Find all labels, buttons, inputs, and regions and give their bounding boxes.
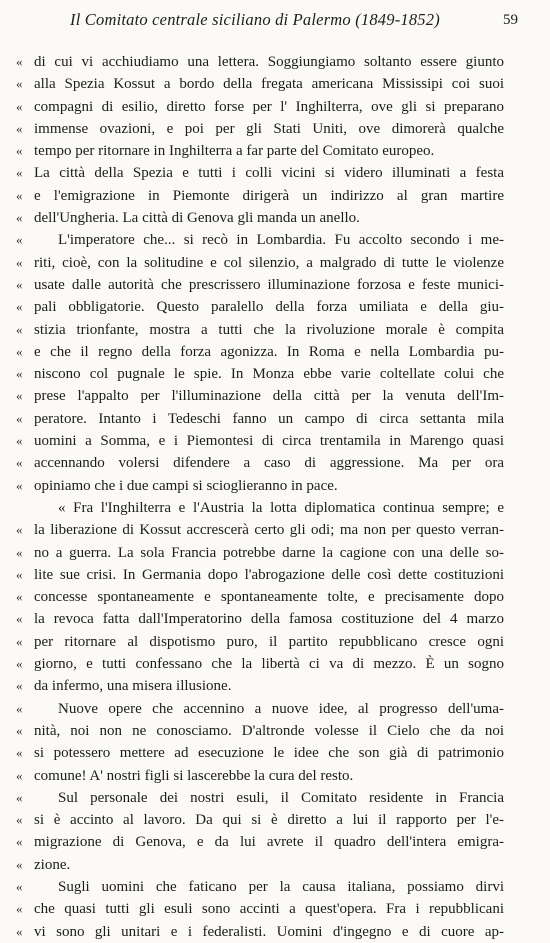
quotation-mark: « — [16, 656, 23, 672]
line-text: la liberazione di Kossut accrescerà certo gli odi; ma non per questo verran- — [34, 522, 504, 539]
text-line — [16, 162, 504, 184]
text-line — [16, 720, 504, 742]
quotation-mark: « — [16, 276, 23, 292]
quotation-mark: « — [16, 232, 23, 248]
line-text: che quasi tutti gli esuli sono accinti a quest'opera. Fra i repubblicani — [34, 901, 504, 918]
text-line — [16, 608, 504, 630]
text-line — [16, 831, 504, 853]
line-text: si è accinto al lavoro. Da qui si è diretto a lui il rapporto per l'e- — [34, 812, 504, 829]
text-line — [16, 787, 504, 809]
quotation-mark: « — [16, 477, 23, 493]
text-line — [16, 430, 504, 452]
body-text — [16, 51, 504, 943]
quotation-mark: « — [16, 433, 23, 449]
text-line — [16, 185, 504, 207]
text-line — [16, 274, 504, 296]
line-text: la revoca fatta dall'Imperatorino della famosa costituzione del 4 marzo — [34, 611, 504, 628]
text-line — [16, 385, 504, 407]
line-text: si potessero mettere ad esecuzione le idee che son già di patrimonio — [34, 745, 504, 762]
text-line — [16, 96, 504, 118]
text-line — [16, 519, 504, 541]
quotation-mark: « — [16, 165, 23, 181]
line-text: nità, noi non ne conosciamo. D'altronde volesse il Cielo che da noi — [34, 722, 504, 739]
text-line — [16, 898, 504, 920]
line-text: niscono col pugnale le spie. In Monza ebbe varie coltellate colui che — [34, 366, 504, 383]
text-line — [16, 51, 504, 73]
quotation-mark: « — [16, 54, 23, 69]
text-line — [16, 475, 504, 497]
line-text: alla Spezia Kossut a bordo della fregata americana Mississipi coi suoi — [34, 76, 504, 93]
text-line — [16, 73, 504, 95]
quotation-mark: « — [16, 187, 23, 203]
line-text: e che il regno della forza agonizza. In Roma e nella Lombardia pu- — [34, 343, 504, 360]
page-header — [0, 8, 550, 32]
line-text: e l'emigrazione in Piemonte dirigerà un indirizzo al gran martire — [34, 187, 504, 204]
line-text: « Fra l'Inghilterra e l'Austria la lotta diplomatica continua sempre; e — [58, 499, 504, 516]
quotation-mark: « — [16, 366, 23, 382]
quotation-mark: « — [16, 901, 23, 917]
quotation-mark: « — [16, 410, 23, 426]
text-line — [16, 542, 504, 564]
quotation-mark: « — [16, 388, 23, 404]
line-text: Sugli uomini che faticano per la causa italiana, possiamo dirvi — [58, 878, 504, 895]
text-line — [16, 497, 504, 519]
line-text: riti, cioè, con la solitudine e col silenzio, a malgrado di tutte le violenze — [34, 254, 504, 271]
quotation-mark: « — [16, 210, 23, 226]
quotation-mark: « — [16, 455, 23, 471]
quotation-mark: « — [16, 589, 23, 605]
line-text: comune! A' nostri figli si lascerebbe la cura del resto. — [34, 767, 354, 784]
line-text: vi sono gli unitari e i federalisti. Uomini d'ingegno e di cuore ap- — [34, 923, 504, 940]
line-text: compagni di esilio, diretto forse per l' Inghilterra, ove gli si preparano — [34, 98, 504, 115]
quotation-mark: « — [16, 566, 23, 582]
line-text: peratore. Intanto i Tedeschi fanno un campo di circa settanta mila — [34, 410, 504, 427]
line-text: L'imperatore che... si recò in Lombardia. Fu accolto secondo i me- — [58, 232, 504, 249]
line-text: opiniamo che i due campi si scioglieranno in pace. — [34, 477, 338, 494]
line-text: pali obbligatorie. Questo paralello della forza umiliata e della giu- — [34, 299, 504, 316]
text-line — [16, 698, 504, 720]
quotation-mark: « — [16, 143, 23, 159]
text-line — [16, 631, 504, 653]
text-line — [16, 876, 504, 898]
text-line — [16, 229, 504, 251]
line-text: stizia trionfante, mostra a tutti che la rivoluzione morale è compita — [34, 321, 504, 338]
line-text: giorno, e tutti confessano che la libertà ci va di mezzo. È un sogno — [34, 656, 504, 673]
text-line — [16, 452, 504, 474]
line-text: immense ovazioni, e poi per gli Stati Uniti, ove dimorerà qualche — [34, 120, 504, 137]
quotation-mark: « — [16, 722, 23, 738]
quotation-mark: « — [16, 522, 23, 538]
line-text: da infermo, una misera illusione. — [34, 678, 232, 695]
line-text: accennando volersi difendere a caso di aggressione. Ma per ora — [34, 455, 504, 472]
line-text: tempo per ritornare in Inghilterra a far parte del Comitato europeo. — [34, 143, 435, 160]
quotation-mark: « — [16, 745, 23, 761]
text-line — [16, 742, 504, 764]
line-text: di cui vi acchiudiamo una lettera. Soggiungiamo soltanto essere giunto — [34, 54, 504, 70]
quotation-mark: « — [16, 633, 23, 649]
text-line — [16, 252, 504, 274]
quotation-mark: « — [16, 812, 23, 828]
quotation-mark: « — [16, 700, 23, 716]
quotation-mark: « — [16, 254, 23, 270]
line-text: no a guerra. La sola Francia potrebbe darne la cagione con una delle so- — [34, 544, 504, 561]
quotation-mark: « — [16, 299, 23, 315]
quotation-mark: « — [16, 878, 23, 894]
quotation-mark: « — [16, 343, 23, 359]
line-text: migrazione di Genova, e da lui avrete il quadro dell'intera emigra- — [34, 834, 504, 851]
line-text: Sul personale dei nostri esuli, il Comitato residente in Francia — [58, 789, 504, 806]
quotation-mark: « — [16, 611, 23, 627]
quotation-mark: « — [16, 544, 23, 560]
quotation-mark: « — [16, 856, 23, 872]
text-line — [16, 363, 504, 385]
text-line — [16, 653, 504, 675]
quotation-mark: « — [16, 923, 23, 939]
line-text: concesse spontaneamente e spontaneamente tolte, e precisamente dopo — [34, 589, 504, 606]
line-text: lite sue crisi. In Germania dopo l'abrogazione delle così dette costituzioni — [34, 566, 504, 583]
line-text: Nuove opere che accennino a nuove idee, al progresso dell'uma- — [58, 700, 504, 717]
quotation-mark: « — [16, 678, 23, 694]
quotation-mark: « — [16, 789, 23, 805]
text-line — [16, 140, 504, 162]
line-text: uomini a Somma, e i Piemontesi di circa trentamila in Marengo quasi — [34, 433, 504, 450]
text-line — [16, 809, 504, 831]
line-text: per ritornare al dispotismo puro, il partito repubblicano cresce ogni — [34, 633, 504, 650]
text-line — [16, 319, 504, 341]
quotation-mark: « — [16, 321, 23, 337]
running-title: Il Comitato centrale siciliano di Palermo (1849-1852) — [70, 10, 440, 29]
text-line — [16, 296, 504, 318]
line-text: La città della Spezia e tutti i colli vicini si videro illuminati a festa — [34, 165, 504, 182]
text-line — [16, 207, 504, 229]
line-text: dell'Ungheria. La città di Genova gli manda un anello. — [34, 210, 360, 227]
text-line — [16, 564, 504, 586]
text-line — [16, 854, 504, 876]
text-line — [16, 921, 504, 943]
line-text: zione. — [34, 856, 71, 873]
quotation-mark: « — [16, 98, 23, 114]
text-line — [16, 586, 504, 608]
text-line — [16, 341, 504, 363]
text-line — [16, 675, 504, 697]
line-text: prese l'appalto per l'illuminazione della città per la venuta dell'Im- — [34, 388, 504, 405]
quotation-mark: « — [16, 76, 23, 92]
quotation-mark: « — [16, 120, 23, 136]
text-line — [16, 765, 504, 787]
quotation-mark: « — [16, 767, 23, 783]
line-text: usate dalle autorità che prescrissero illuminazione forzosa e feste munici- — [34, 276, 504, 293]
text-line — [16, 118, 504, 140]
quotation-mark: « — [16, 834, 23, 850]
page-number: 59 — [503, 12, 518, 28]
text-line — [16, 408, 504, 430]
